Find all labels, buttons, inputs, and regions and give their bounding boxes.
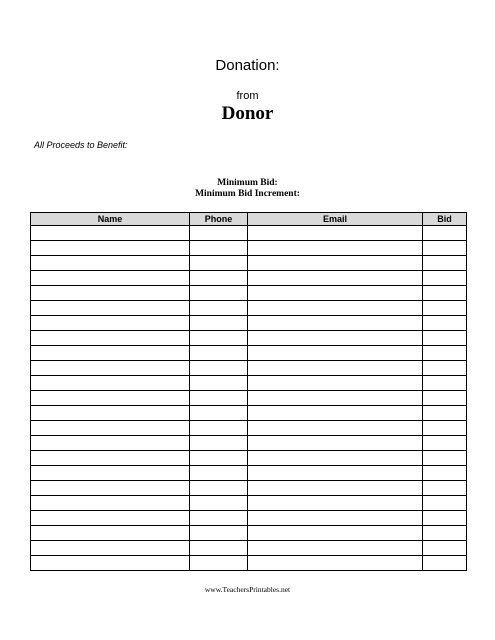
table-row: [31, 256, 467, 271]
email-cell[interactable]: [248, 526, 423, 541]
email-cell[interactable]: [248, 316, 423, 331]
phone-cell[interactable]: [190, 226, 248, 241]
name-cell[interactable]: [31, 496, 190, 511]
table-header-row: [31, 213, 467, 226]
bid-cell[interactable]: [423, 316, 467, 331]
name-cell[interactable]: [31, 361, 190, 376]
minimum-bid-label: Minimum Bid:: [217, 178, 278, 188]
bid-cell[interactable]: [423, 556, 467, 571]
name-cell[interactable]: [31, 271, 190, 286]
table-row: [31, 421, 467, 436]
email-cell[interactable]: [248, 481, 423, 496]
bid-cell[interactable]: [423, 271, 467, 286]
name-cell[interactable]: [31, 526, 190, 541]
name-cell[interactable]: [31, 241, 190, 256]
bid-cell[interactable]: [423, 226, 467, 241]
email-cell[interactable]: [248, 406, 423, 421]
email-cell[interactable]: [248, 436, 423, 451]
email-cell[interactable]: [248, 391, 423, 406]
table-row: [31, 226, 467, 241]
table-row: [31, 436, 467, 451]
table-row: [31, 346, 467, 361]
email-cell[interactable]: [248, 496, 423, 511]
phone-cell[interactable]: [190, 406, 248, 421]
email-cell[interactable]: [248, 226, 423, 241]
name-cell[interactable]: [31, 466, 190, 481]
name-cell[interactable]: [31, 511, 190, 526]
name-cell[interactable]: [31, 391, 190, 406]
phone-cell[interactable]: [190, 556, 248, 571]
name-cell[interactable]: [31, 286, 190, 301]
bid-cell[interactable]: [423, 541, 467, 556]
email-cell[interactable]: [248, 286, 423, 301]
table-row: [31, 301, 467, 316]
email-cell[interactable]: [248, 421, 423, 436]
name-cell[interactable]: [31, 376, 190, 391]
donation-label: Donation:: [215, 57, 280, 74]
bid-cell[interactable]: [423, 481, 467, 496]
name-cell[interactable]: [31, 316, 190, 331]
name-cell[interactable]: [31, 256, 190, 271]
email-cell[interactable]: [248, 271, 423, 286]
name-cell[interactable]: [31, 451, 190, 466]
bid-cell[interactable]: [423, 331, 467, 346]
name-cell[interactable]: [31, 301, 190, 316]
bid-cell[interactable]: [423, 241, 467, 256]
table-row: [31, 271, 467, 286]
bid-cell[interactable]: [423, 526, 467, 541]
bid-cell[interactable]: [423, 286, 467, 301]
phone-cell[interactable]: [190, 451, 248, 466]
phone-cell[interactable]: [190, 301, 248, 316]
phone-cell[interactable]: [190, 286, 248, 301]
bid-cell[interactable]: [423, 436, 467, 451]
bid-cell[interactable]: [423, 301, 467, 316]
email-cell[interactable]: [248, 331, 423, 346]
phone-cell[interactable]: [190, 271, 248, 286]
bid-cell[interactable]: [423, 256, 467, 271]
email-cell[interactable]: [248, 241, 423, 256]
table-row: [31, 391, 467, 406]
email-cell[interactable]: [248, 511, 423, 526]
phone-cell[interactable]: [190, 376, 248, 391]
phone-cell[interactable]: [190, 346, 248, 361]
footer-website: www.TeachersPrintables.net: [204, 585, 291, 594]
name-cell[interactable]: [31, 421, 190, 436]
phone-cell[interactable]: [190, 361, 248, 376]
name-cell[interactable]: [31, 436, 190, 451]
table-row: [31, 481, 467, 496]
email-cell[interactable]: [248, 466, 423, 481]
bid-cell[interactable]: [423, 511, 467, 526]
table-row: [31, 451, 467, 466]
bid-sheet-table: [30, 212, 467, 571]
email-cell[interactable]: [248, 301, 423, 316]
email-cell[interactable]: [248, 346, 423, 361]
phone-cell[interactable]: [190, 466, 248, 481]
phone-cell[interactable]: [190, 541, 248, 556]
name-cell[interactable]: [31, 556, 190, 571]
table-row: [31, 526, 467, 541]
bid-cell[interactable]: [423, 391, 467, 406]
phone-cell[interactable]: [190, 241, 248, 256]
name-cell[interactable]: [31, 541, 190, 556]
email-cell[interactable]: [248, 451, 423, 466]
table-row: [31, 466, 467, 481]
email-cell[interactable]: [248, 376, 423, 391]
table-row: [31, 376, 467, 391]
name-cell[interactable]: [31, 331, 190, 346]
name-cell[interactable]: [31, 481, 190, 496]
email-cell[interactable]: [248, 541, 423, 556]
bid-cell[interactable]: [423, 376, 467, 391]
bid-cell[interactable]: [423, 361, 467, 376]
phone-cell[interactable]: [190, 391, 248, 406]
table-row: [31, 511, 467, 526]
table-row: [31, 286, 467, 301]
phone-cell[interactable]: [190, 316, 248, 331]
bid-cell[interactable]: [423, 466, 467, 481]
table-row: [31, 331, 467, 346]
column-header-bid: Bid: [423, 213, 467, 226]
table-row: [31, 361, 467, 376]
name-cell[interactable]: [31, 346, 190, 361]
table-row: [31, 406, 467, 421]
column-header-phone: Phone: [190, 213, 248, 226]
phone-cell[interactable]: [190, 256, 248, 271]
column-header-name: Name: [31, 213, 190, 226]
table-row: [31, 241, 467, 256]
name-cell[interactable]: [31, 226, 190, 241]
phone-cell[interactable]: [190, 421, 248, 436]
email-cell[interactable]: [248, 556, 423, 571]
column-header-email: Email: [248, 213, 423, 226]
name-cell[interactable]: [31, 406, 190, 421]
donor-label: Donor: [221, 103, 274, 124]
phone-cell[interactable]: [190, 436, 248, 451]
phone-cell[interactable]: [190, 511, 248, 526]
bid-cell[interactable]: [423, 451, 467, 466]
table-row: [31, 541, 467, 556]
bid-rows: [31, 226, 467, 571]
phone-cell[interactable]: [190, 496, 248, 511]
bid-cell[interactable]: [423, 406, 467, 421]
table-row: [31, 316, 467, 331]
email-cell[interactable]: [248, 361, 423, 376]
table-row: [31, 556, 467, 571]
phone-cell[interactable]: [190, 526, 248, 541]
bid-cell[interactable]: [423, 346, 467, 361]
phone-cell[interactable]: [190, 331, 248, 346]
minimum-bid-increment-label: Minimum Bid Increment:: [195, 189, 300, 199]
phone-cell[interactable]: [190, 481, 248, 496]
table-row: [31, 496, 467, 511]
benefit-label: All Proceeds to Benefit:: [34, 140, 128, 150]
bid-cell[interactable]: [423, 496, 467, 511]
bid-cell[interactable]: [423, 421, 467, 436]
from-label: from: [236, 90, 259, 102]
email-cell[interactable]: [248, 256, 423, 271]
